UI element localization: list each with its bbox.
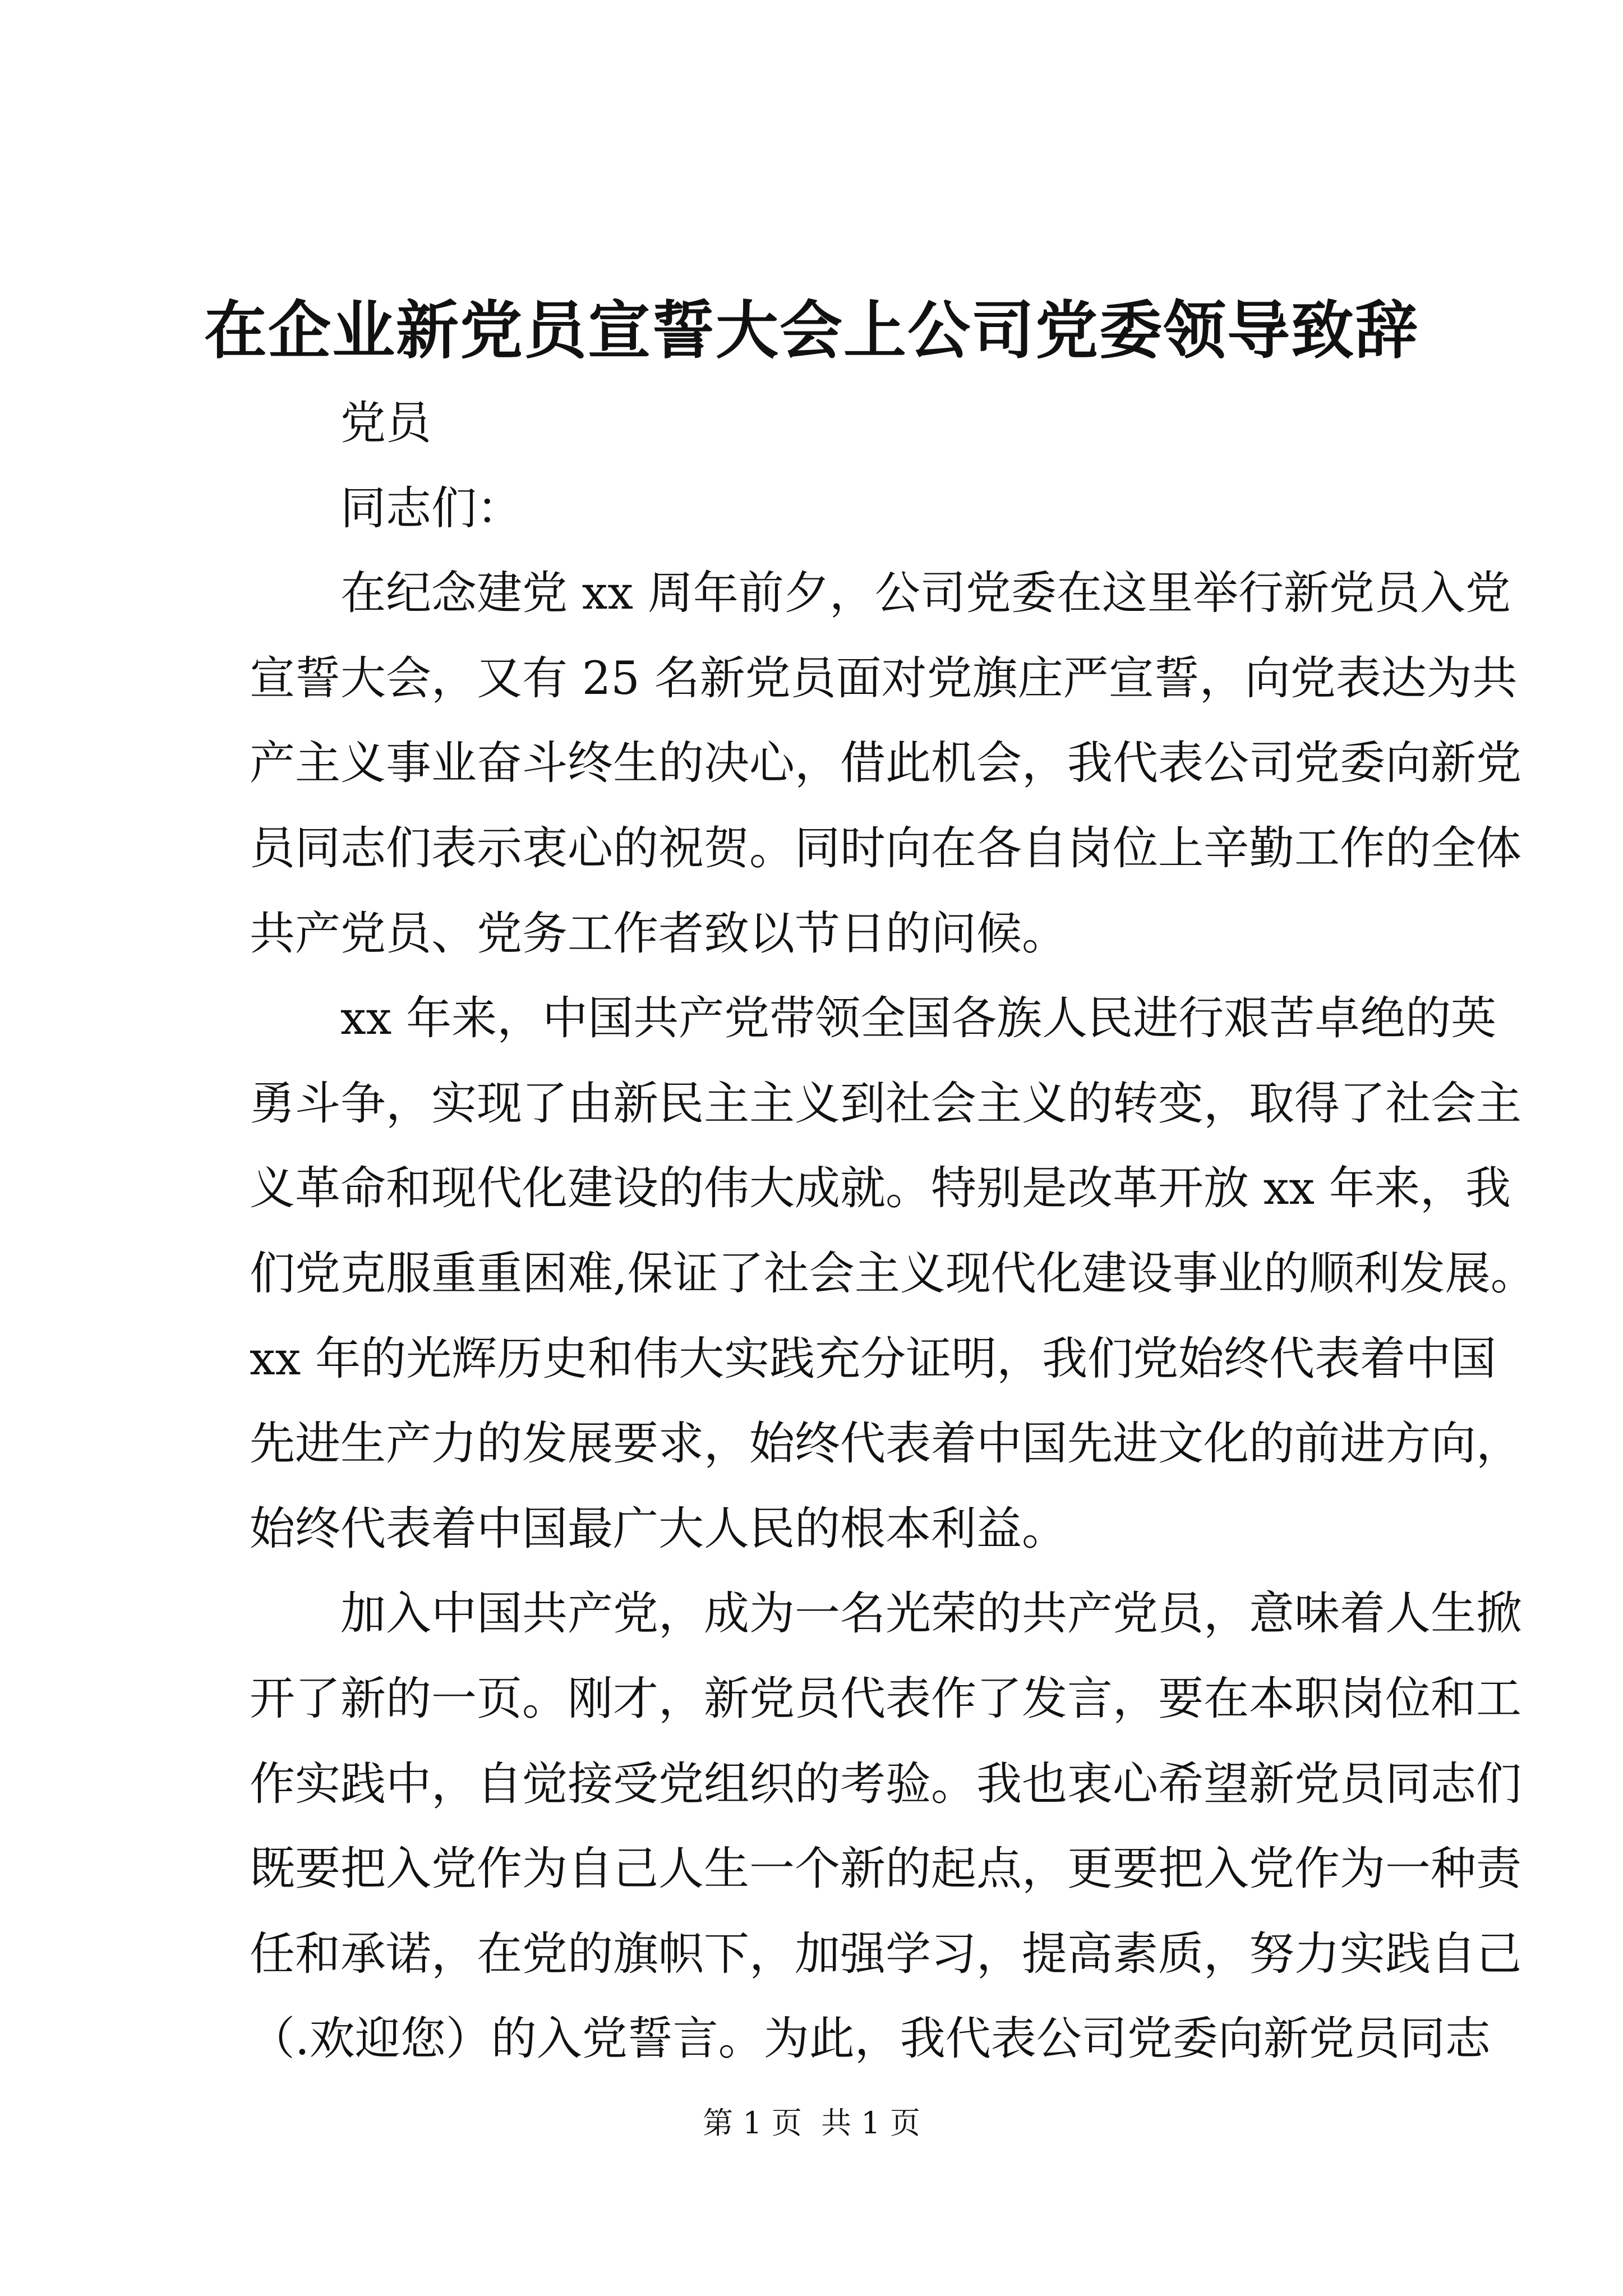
paragraph-line: 先进生产力的发展要求，始终代表着中国先进文化的前进方向， bbox=[250, 1418, 1522, 1471]
paragraph-line: xx 年来，中国共产党带领全国各族人民进行艰苦卓绝的英 bbox=[340, 992, 1497, 1046]
paragraph-line: 宣誓大会，又有 25 名新党员面对党旗庄严宣誓，向党表达为共 bbox=[250, 652, 1518, 705]
paragraph-line: 们党克服重重困难,保证了社会主义现代化建设事业的顺利发展。 bbox=[250, 1247, 1536, 1300]
paragraph-line: 共产党员、党务工作者致以节日的问候。 bbox=[250, 907, 1068, 960]
paragraph-line: 勇斗争，实现了由新民主主义到社会主义的转变，取得了社会主 bbox=[250, 1077, 1522, 1130]
paragraph-line: 任和承诺，在党的旗帜下，加强学习，提高素质，努力实践自己 bbox=[250, 1927, 1522, 1981]
paragraph-line: （.欢迎您）的入党誓言。为此，我代表公司党委向新党员同志 bbox=[250, 2013, 1491, 2066]
paragraph-line: 既要把入党作为自己人生一个新的起点，更要把入党作为一种责 bbox=[250, 1843, 1522, 1896]
paragraph-line: xx 年的光辉历史和伟大实践充分证明，我们党始终代表着中国 bbox=[250, 1332, 1497, 1386]
paragraph-line: 加入中国共产党，成为一名光荣的共产党员，意味着人生掀 bbox=[340, 1588, 1522, 1641]
salutation-line: 党员 bbox=[340, 397, 432, 450]
paragraph-line: 义革命和现代化建设的伟大成就。特别是改革开放 xx 年来，我 bbox=[250, 1162, 1511, 1216]
paragraph-line: 员同志们表示衷心的祝贺。同时向在各自岗位上辛勤工作的全体 bbox=[250, 822, 1522, 875]
paragraph-line: 作实践中，自觉接受党组织的考验。我也衷心希望新党员同志们 bbox=[250, 1757, 1522, 1811]
page-number-footer: 第 1 页 共 1 页 bbox=[703, 2105, 920, 2141]
salutation-line: 同志们： bbox=[340, 482, 523, 535]
paragraph-line: 始终代表着中国最广大人民的根本利益。 bbox=[250, 1502, 1068, 1556]
document-title: 在企业新党员宣誓大会上公司党委领导致辞 bbox=[204, 294, 1419, 367]
paragraph-line: 产主义事业奋斗终生的决心，借此机会，我代表公司党委向新党 bbox=[250, 737, 1522, 790]
paragraph-line: 在纪念建党 xx 周年前夕，公司党委在这里举行新党员入党 bbox=[340, 567, 1511, 620]
document-body bbox=[250, 381, 1536, 2082]
paragraph-line: 开了新的一页。刚才，新党员代表作了发言，要在本职岗位和工 bbox=[250, 1672, 1522, 1726]
